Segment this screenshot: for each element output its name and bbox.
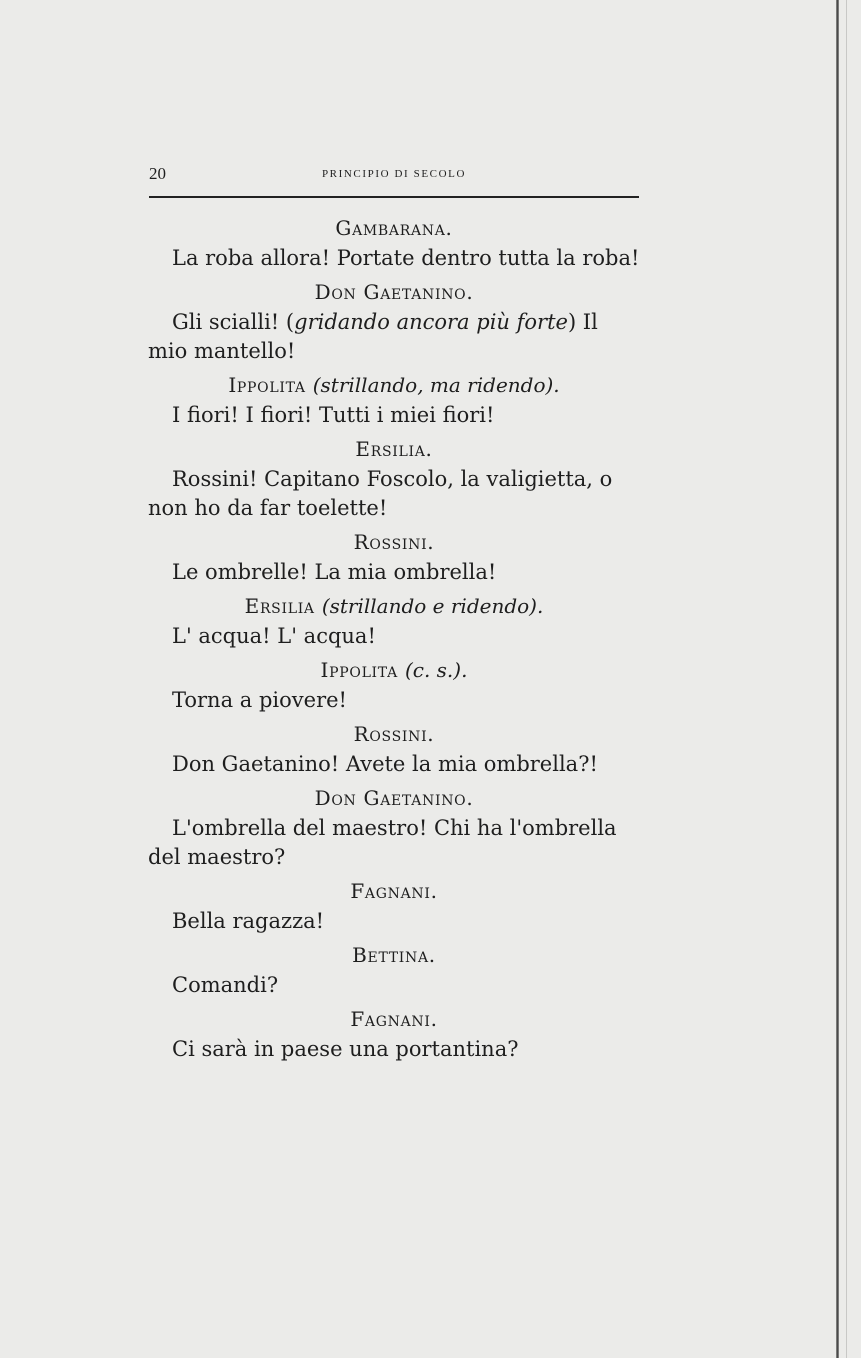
stage-direction: (strillando e ridendo).: [321, 594, 544, 618]
dialogue-line: L'ombrella del maestro! Chi ha l'ombrella del maestro?: [148, 816, 617, 869]
speaker-name: Don Gaetanino.: [314, 786, 474, 810]
speaker-name: Rossini.: [353, 530, 435, 554]
dialogue-line: Ci sarà in paese una portantina?: [172, 1037, 519, 1061]
dialogue-line: Le ombrelle! La mia ombrella!: [172, 560, 497, 584]
speaker-name: Rossini.: [353, 722, 435, 746]
page-header: [149, 164, 639, 188]
page-edge-shadow: [846, 0, 847, 1358]
stage-direction: gridando ancora più forte: [294, 310, 568, 334]
speaker-name: Fagnani.: [350, 879, 438, 903]
page-number: 20: [149, 164, 166, 183]
dialogue-line: Bella ragazza!: [172, 909, 325, 933]
page-edge: [836, 0, 839, 1358]
dialogue-line: I fiori! I fiori! Tutti i miei fiori!: [172, 403, 495, 427]
dialogue-line: Don Gaetanino! Avete la mia ombrella?!: [172, 752, 598, 776]
dialogue-line: Torna a piovere!: [172, 688, 347, 712]
play-text: [148, 212, 640, 1067]
speaker-name: Ippolita (strillando, ma ridendo).: [228, 373, 560, 397]
speaker-name: Ersilia.: [355, 437, 433, 461]
dialogue-line: Comandi?: [172, 973, 279, 997]
speaker-name: Ersilia (strillando e ridendo).: [244, 594, 544, 618]
dialogue-line: Gli scialli! (gridando ancora più forte) Il mio mantello!: [148, 310, 598, 363]
speaker-name: Bettina.: [352, 943, 436, 967]
speaker-name: Gambarana.: [335, 216, 453, 240]
stage-direction: (strillando, ma ridendo).: [312, 373, 560, 397]
dialogue-line: L' acqua! L' acqua!: [172, 624, 376, 648]
dialogue-line: La roba allora! Portate dentro tutta la roba!: [172, 246, 640, 270]
speaker-name: Don Gaetanino.: [314, 280, 474, 304]
stage-direction: (c. s.).: [404, 658, 468, 682]
header-rule: [149, 196, 639, 198]
speaker-name: Ippolita (c. s.).: [320, 658, 468, 682]
running-title: PRINCIPIO DI SECOLO: [321, 168, 467, 180]
dialogue-line: Rossini! Capitano Foscolo, la valigietta, o non ho da far toelette!: [148, 467, 613, 520]
speaker-name: Fagnani.: [350, 1007, 438, 1031]
